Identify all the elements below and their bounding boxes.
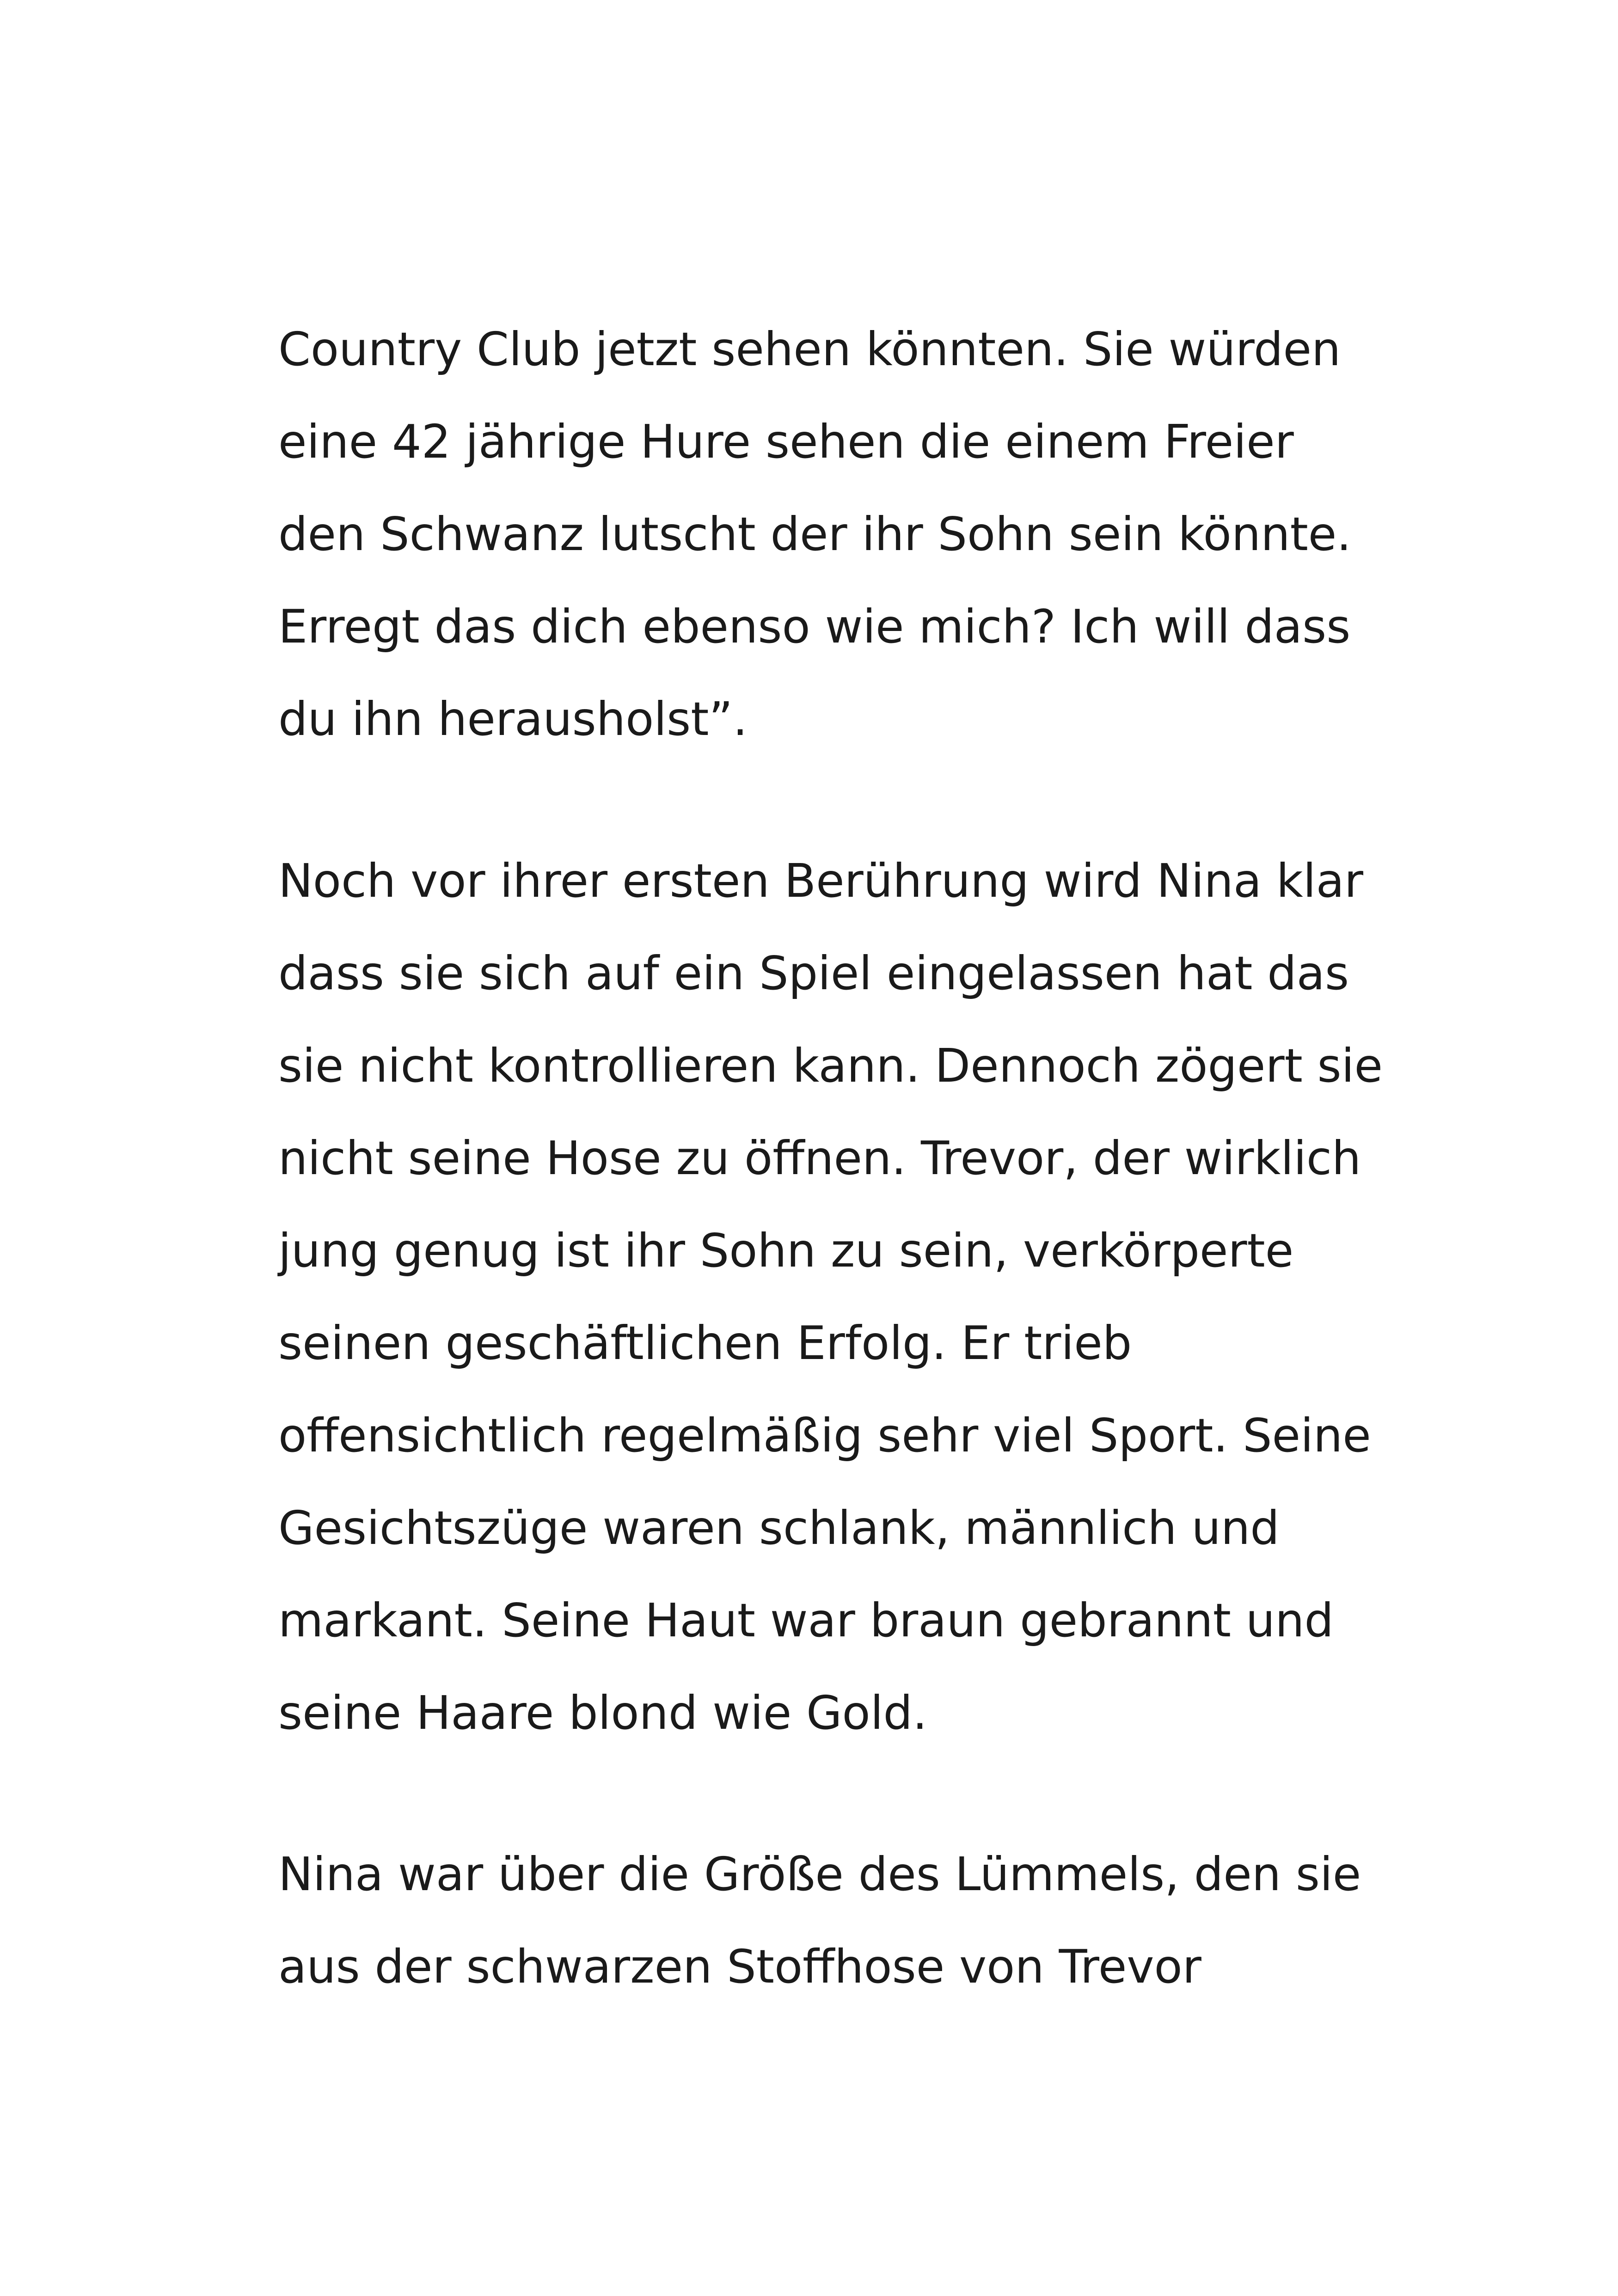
- text-line: Gesichtszüge waren schlank, männlich und: [278, 1501, 1280, 1555]
- text-line: seinen geschäftlichen Erfolg. Er trieb: [278, 1316, 1132, 1370]
- text-line: markant. Seine Haut war braun gebrannt und: [278, 1593, 1334, 1647]
- paragraph-1: [278, 303, 1388, 765]
- text-line: seine Haare blond wie Gold.: [278, 1686, 927, 1740]
- text-line: Noch vor ihrer ersten Berührung wird Nina klar: [278, 854, 1363, 908]
- text-line: eine 42 jährige Hure sehen die einem Freier: [278, 415, 1294, 469]
- text-line: Country Club jetzt sehen könnten. Sie würden: [278, 322, 1341, 376]
- text-line: offensichtlich regelmäßig sehr viel Sport. Seine: [278, 1408, 1371, 1463]
- text-line: du ihn herausholst”.: [278, 692, 748, 746]
- text-line: dass sie sich auf ein Spiel eingelassen hat das: [278, 946, 1349, 1000]
- text-line: den Schwanz lutscht der ihr Sohn sein könnte.: [278, 507, 1352, 561]
- text-line: jung genug ist ihr Sohn zu sein, verkörperte: [278, 1224, 1294, 1278]
- text-line: aus der schwarzen Stoffhose von Trevor: [278, 1940, 1201, 1994]
- paragraph-3: [278, 1828, 1388, 2013]
- text-line: sie nicht kontrollieren kann. Dennoch zögert sie: [278, 1039, 1383, 1093]
- text-line: Erregt das dich ebenso wie mich? Ich will dass: [278, 600, 1351, 654]
- paragraph-2: [278, 835, 1388, 1759]
- text-line: nicht seine Hose zu öffnen. Trevor, der wirklich: [278, 1131, 1361, 1185]
- text-line: Nina war über die Größe des Lümmels, den sie: [278, 1847, 1361, 1901]
